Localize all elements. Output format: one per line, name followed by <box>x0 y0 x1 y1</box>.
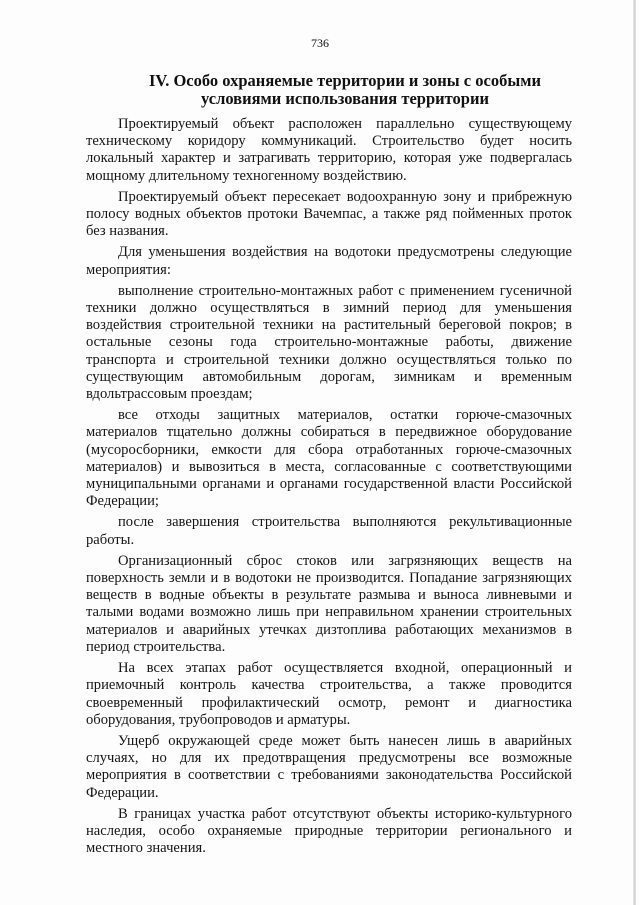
paragraph-2: Проектируемый объект пересекает водоохранную зону и прибрежную полосу водных объектов протоки Вачемпас, а также ряд пойменных проток без названия. <box>86 188 572 240</box>
paragraph-1: Проектируемый объект расположен параллельно существующему техническому коридору коммуникаций. Строительство будет носить локальный характер и затрагивать территорию, которая уже подвергалась мощному длительному техногенному воздействию. <box>86 116 572 184</box>
page-number: 736 <box>311 36 329 50</box>
list-item-2: все отходы защитных материалов, остатки горюче-смазочных материалов тщательно должны собираться в передвижное оборудование (мусоросборники, емкости для сбора отработанных горюче-смазочных материалов) и вывозиться в места, согласованные с соответствующими муниципальными органами и органами государственной власти Российской Федерации; <box>86 407 572 510</box>
scan-edge <box>633 0 636 905</box>
body-text <box>86 116 572 861</box>
paragraph-4: Организационный сброс стоков или загрязняющих веществ на поверхность земли и в водотоки не производится. Попадание загрязняющих веществ в водные объекты в результате размыва и выноса ливневыми и талыми водами возможно лишь при неправильном хранении строительных материалов и аварийных утечках дизтоплива работающих механизмов в период строительства. <box>86 552 572 655</box>
paragraph-6: Ущерб окружающей среде может быть нанесен лишь в аварийных случаях, но для их предотвращения предусмотрены все возможные мероприятия в соответствии с требованиями законодательства Российской Федерации. <box>86 732 572 801</box>
paragraph-7: В границах участка работ отсутствуют объекты историко-культурного наследия, особо охраняемые природные территории регионального и местного значения. <box>86 805 572 857</box>
paragraph-5: На всех этапах работ осуществляется входной, операционный и приемочный контроль качества строительства, а также проводится своевременный профилактический осмотр, ремонт и диагностика оборудования, трубопроводов и арматуры. <box>86 660 572 728</box>
list-item-1: выполнение строительно-монтажных работ с применением гусеничной техники должно осуществляться в зимний период для уменьшения воздействия строительной техники на растительный береговой покров; в остальные сезоны года строительно-монтажные работы, движение транспорта и строительной техники должно осуществляться только по существующим автомобильным дорогам, зимникам и временным вдольтрассовым проездам; <box>86 282 572 403</box>
list-item-3: после завершения строительства выполняются рекультивационные работы. <box>86 514 572 548</box>
section-heading: IV. Особо охраняемые территории и зоны с особыми условиями использования территории <box>149 71 541 108</box>
paragraph-3: Для уменьшения воздействия на водотоки предусмотрены следующие мероприятия: <box>86 244 572 278</box>
